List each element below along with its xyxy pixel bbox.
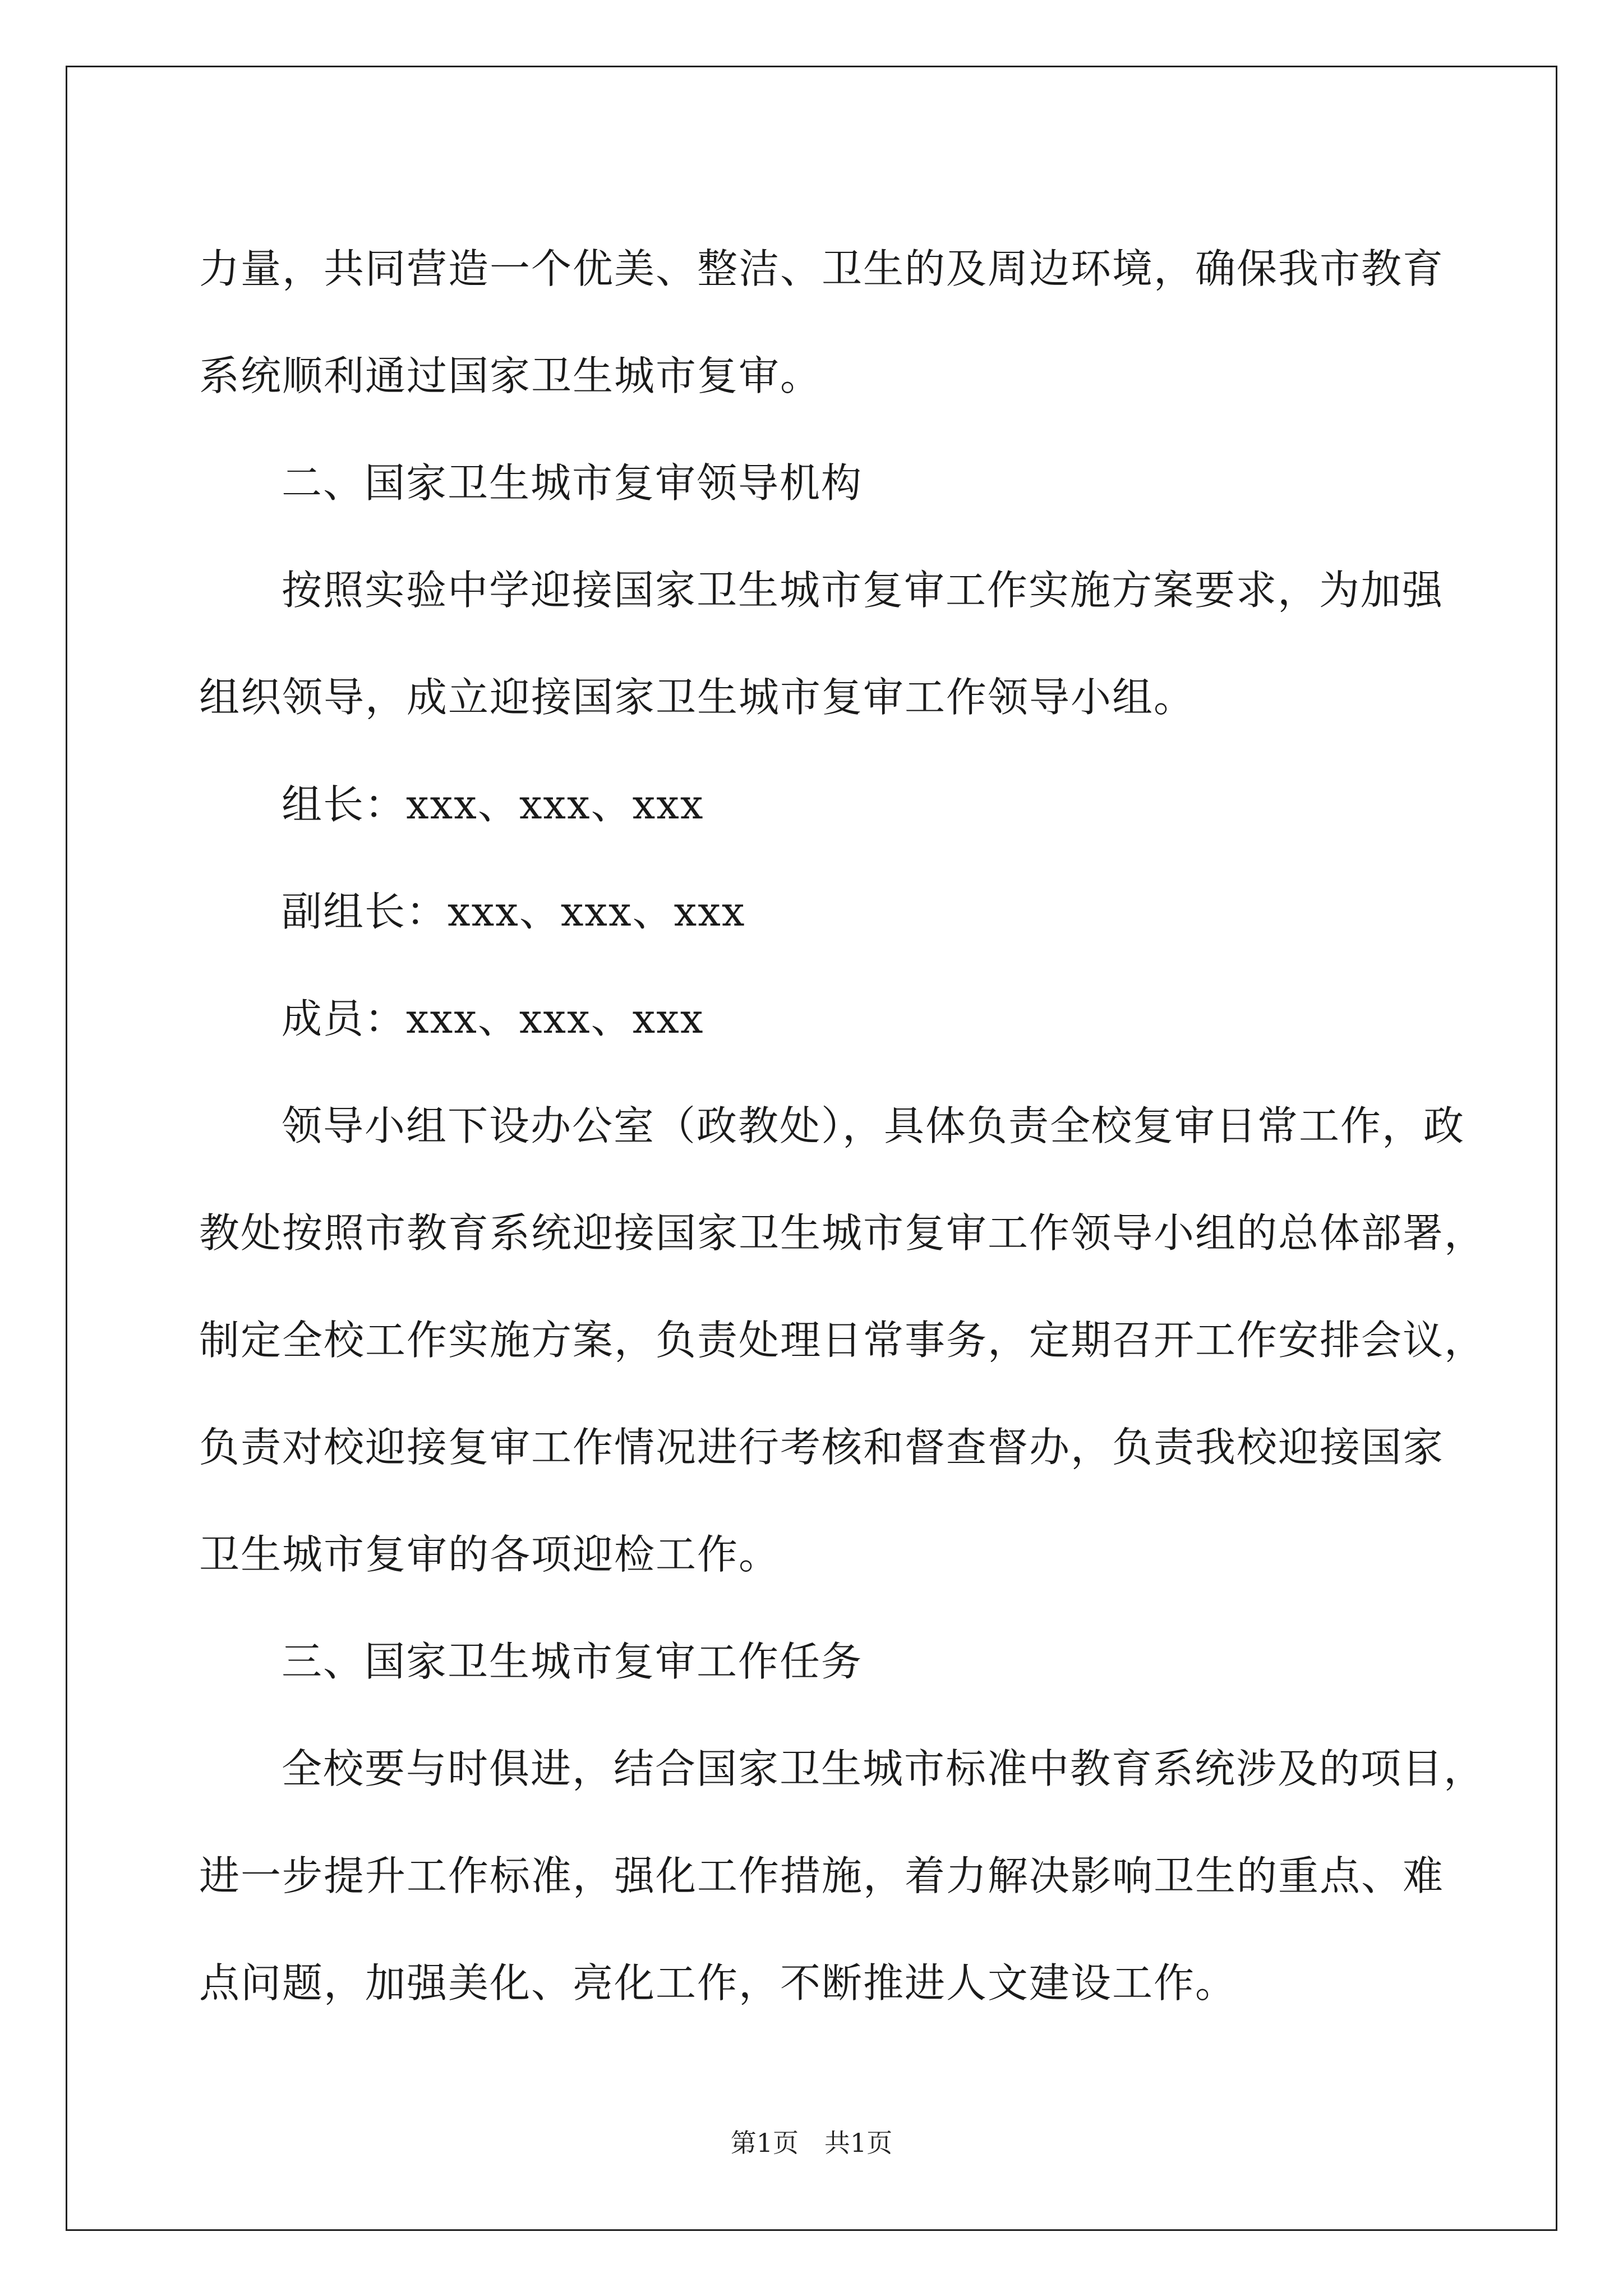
text-line: 领导小组下设办公室（政教处），具体负责全校复审日常工作，政	[282, 1102, 1465, 1149]
page-footer	[0, 2126, 1623, 2160]
document-body	[199, 215, 1486, 2037]
text-line: 负责对校迎接复审工作情况进行考核和督查督办，负责我校迎接国家	[199, 1424, 1445, 1471]
member-list-deputy: 副组长：xxx、xxx、xxx	[282, 888, 746, 935]
text-line: 点问题，加强美化、亮化工作，不断推进人文建设工作。	[199, 1959, 1237, 2007]
section-heading: 三、国家卫生城市复审工作任务	[282, 1638, 863, 1685]
member-list-members: 成员：xxx、xxx、xxx	[282, 995, 704, 1042]
text-line: 卫生城市复审的各项迎检工作。	[199, 1531, 781, 1578]
text-line: 全校要与时俱进，结合国家卫生城市标准中教育系统涉及的项目，	[282, 1745, 1486, 1792]
text-line: 制定全校工作实施方案，负责处理日常事务，定期召开工作安排会议，	[199, 1317, 1486, 1364]
page-number: 第1页 共1页	[730, 2128, 893, 2158]
text-line: 系统顺利通过国家卫生城市复审。	[199, 352, 822, 399]
member-list-leader: 组长：xxx、xxx、xxx	[282, 781, 704, 828]
section-heading: 二、国家卫生城市复审领导机构	[282, 459, 863, 507]
text-line: 组织领导，成立迎接国家卫生城市复审工作领导小组。	[199, 674, 1196, 721]
text-line: 教处按照市教育系统迎接国家卫生城市复审工作领导小组的总体部署，	[199, 1209, 1486, 1257]
text-line: 进一步提升工作标准，强化工作措施，着力解决影响卫生的重点、难	[199, 1852, 1445, 1899]
text-line: 力量，共同营造一个优美、整洁、卫生的及周边环境，确保我市教育	[199, 245, 1445, 292]
text-line: 按照实验中学迎接国家卫生城市复审工作实施方案要求，为加强	[282, 567, 1444, 614]
